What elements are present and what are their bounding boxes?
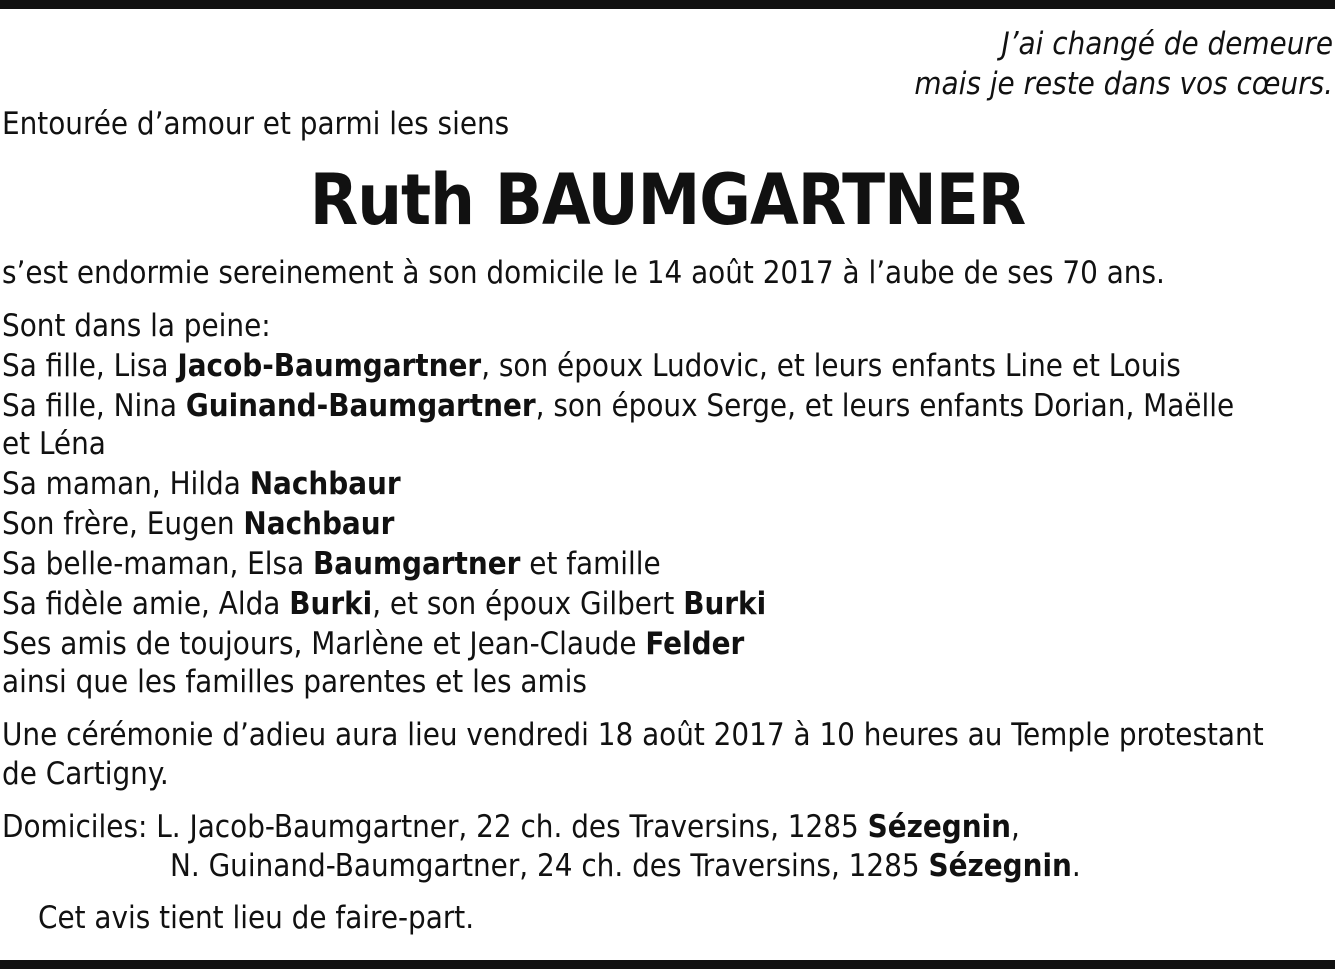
domicile-town: Sézegnin [867, 809, 1012, 845]
mourner-text: Sa fille, Lisa [2, 348, 178, 384]
intro-text: Entourée d’amour et parmi les siens [2, 106, 510, 142]
mourner-line-closing: ainsi que les familles parentes et les amis [2, 664, 587, 700]
mourner-text: , son époux Ludovic, et leurs enfants Line et Louis [481, 348, 1181, 384]
domicile-punct: , [1011, 809, 1020, 845]
domicile-town: Sézegnin [928, 848, 1072, 884]
mourners-heading: Sont dans la peine: [2, 308, 271, 344]
mourner-surname: Nachbaur [249, 466, 401, 502]
mourner-text: Son frère, Eugen [2, 506, 244, 542]
domicile-address: L. Jacob-Baumgartner, 22 ch. des Traversins, 1285 [156, 809, 868, 845]
mourner-surname: Guinand-Baumgartner [185, 388, 536, 424]
mourner-line [2, 386, 1234, 426]
mourner-line [2, 544, 661, 584]
domicile-line [2, 807, 1020, 847]
domicile-address: N. Guinand-Baumgartner, 24 ch. des Traversins, 1285 [170, 848, 929, 884]
mourner-surname: Felder [645, 626, 745, 662]
mourner-text: Ses amis de toujours, Marlène et Jean-Claude [2, 626, 646, 662]
mourner-line-continuation: et Léna [2, 426, 106, 462]
mourner-text: Sa fidèle amie, Alda [2, 586, 290, 622]
closing-note: Cet avis tient lieu de faire-part. [38, 900, 475, 936]
mourner-text: , son époux Serge, et leurs enfants Dorian, Maëlle [535, 388, 1235, 424]
quote-line-2: mais je reste dans vos cœurs. [914, 66, 1333, 102]
domiciles-label: Domiciles: [2, 809, 157, 845]
mourner-surname: Baumgartner [313, 546, 521, 582]
mourner-text: Sa maman, Hilda [2, 466, 250, 502]
mourner-surname: Nachbaur [243, 506, 395, 542]
ceremony-line-2: de Cartigny. [2, 756, 169, 792]
mourner-line [2, 464, 401, 504]
mourner-line [2, 624, 744, 664]
deceased-name: Ruth BAUMGARTNER [309, 159, 1026, 241]
mourner-text: , et son époux Gilbert [372, 586, 684, 622]
mourner-line [2, 504, 394, 544]
mourner-line [2, 584, 766, 624]
domicile-line [170, 846, 1081, 886]
top-border-rule [0, 0, 1335, 9]
announcement-text: s’est endormie sereinement à son domicile le 14 août 2017 à l’aube de ses 70 ans. [2, 255, 1165, 291]
ceremony-line-1: Une cérémonie d’adieu aura lieu vendredi 18 août 2017 à 10 heures au Temple protestant [2, 717, 1264, 753]
mourner-text: Sa fille, Nina [2, 388, 186, 424]
mourner-text: Sa belle-maman, Elsa [2, 546, 314, 582]
mourner-line [2, 346, 1181, 386]
bottom-border-rule [0, 960, 1335, 969]
mourner-surname: Burki [289, 586, 373, 622]
mourner-surname: Burki [683, 586, 767, 622]
mourner-text: et famille [520, 546, 661, 582]
quote-line-1: J’ai changé de demeure [1001, 26, 1333, 62]
mourner-surname: Jacob-Baumgartner [177, 348, 482, 384]
domicile-punct: . [1071, 848, 1081, 884]
